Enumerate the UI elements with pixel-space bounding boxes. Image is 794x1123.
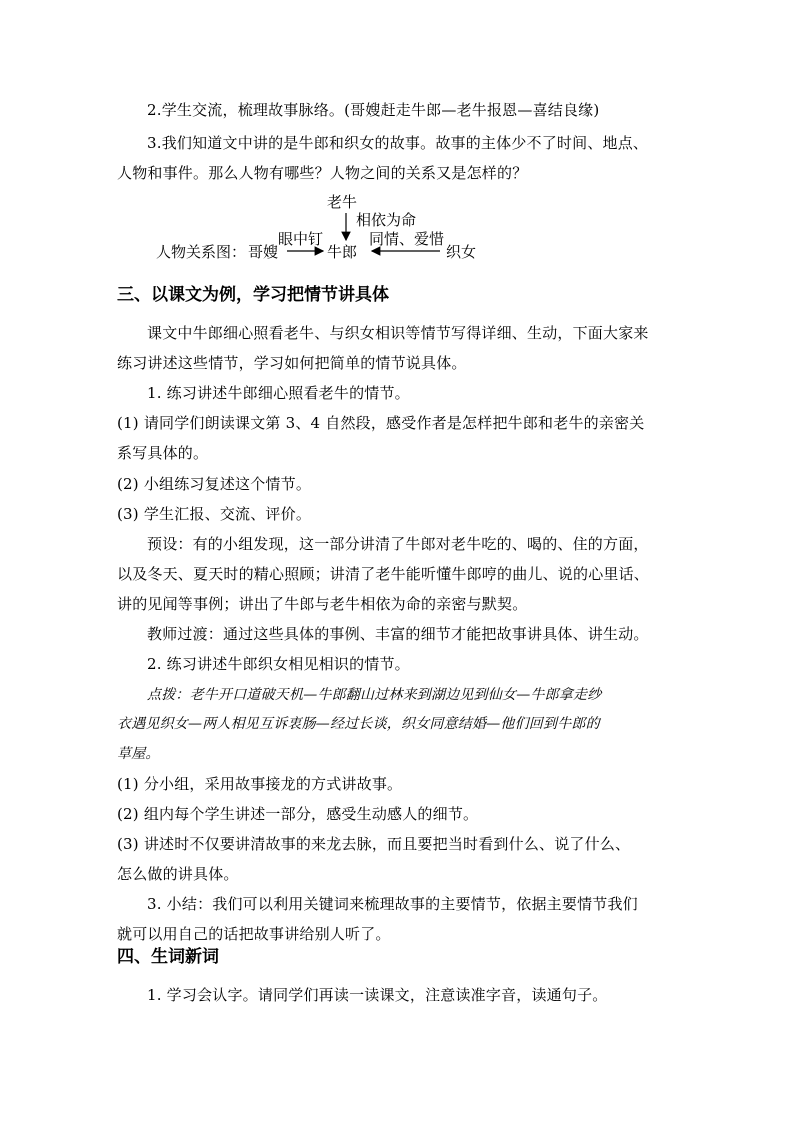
section3-teacher-transition: 教师过渡：通过这些具体的事例、丰富的细节才能把故事讲具体、讲生动。 bbox=[147, 625, 649, 643]
section3-item2-sub2: (2) 组内每个学生讲述一部分，感受生动感人的细节。 bbox=[117, 805, 479, 823]
section3-hint-line2: 衣遇见织女—两人相见互诉衷肠—经过长谈，织女同意结婚—他们回到牛郎的 bbox=[117, 716, 600, 732]
edge-label-zhinv-niulang: 同情、爱惜 bbox=[369, 230, 445, 248]
paragraph-story-outline: 2.学生交流，梳理故事脉络。(哥嫂赶走牛郎—老牛报恩—喜结良缘) bbox=[147, 101, 600, 119]
node-laoniu: 老牛 bbox=[327, 193, 358, 211]
section3-item3-line1: 3. 小结：我们可以利用关键词来梳理故事的主要情节，依据主要情节我们 bbox=[147, 895, 638, 913]
paragraph-characters-line1: 3.我们知道文中讲的是牛郎和织女的故事。故事的主体少不了时间、地点、 bbox=[147, 134, 649, 152]
section3-item1-sub1-line2: 系写具体的。 bbox=[117, 444, 209, 462]
section-three-heading: 三、以课文为例，学习把情节讲具体 bbox=[117, 285, 389, 305]
section3-item1: 1. 练习讲述牛郎细心照看老牛的情节。 bbox=[147, 384, 410, 402]
character-relationship-diagram bbox=[117, 193, 497, 263]
section3-item2-sub1: (1) 分小组，采用故事接龙的方式讲故事。 bbox=[117, 775, 403, 793]
diagram-caption: 人物关系图： bbox=[156, 243, 247, 261]
section-four-heading: 四、生词新词 bbox=[117, 947, 219, 967]
section3-preset-line3: 讲的见闻等事例；讲出了牛郎与老牛相依为命的亲密与默契。 bbox=[117, 595, 528, 613]
section3-intro-line1: 课文中牛郎细心照看老牛、与织女相识等情节写得详细、生动，下面大家来 bbox=[147, 324, 649, 342]
section3-item1-sub3: (3) 学生汇报、交流、评价。 bbox=[117, 505, 312, 523]
section3-item1-sub1-line1: (1) 请同学们朗读课文第 3、4 自然段，感受作者是怎样把牛郎和老牛的亲密关 bbox=[117, 414, 645, 432]
section3-preset-line1: 预设：有的小组发现，这一部分讲清了牛郎对老牛吃的、喝的、住的方面， bbox=[147, 535, 649, 553]
node-gesao: 哥嫂 bbox=[248, 243, 279, 261]
edge-label-laoniu-niulang: 相依为命 bbox=[356, 211, 417, 229]
section4-item1: 1. 学习会认字。请同学们再读一读课文，注意读准字音，读通句子。 bbox=[147, 986, 608, 1004]
node-niulang: 牛郎 bbox=[327, 243, 358, 261]
node-zhinv: 织女 bbox=[446, 243, 477, 261]
section3-item3-line2: 就可以用自己的话把故事讲给别人听了。 bbox=[117, 925, 391, 943]
section3-hint-line3: 草屋。 bbox=[117, 746, 160, 762]
edge-label-gesao-niulang: 眼中钉 bbox=[278, 230, 324, 248]
section3-preset-line2: 以及冬天、夏天时的精心照顾；讲清了老牛能听懂牛郎哼的曲儿、说的心里话、 bbox=[117, 565, 650, 583]
section3-item2: 2. 练习讲述牛郎织女相见相识的情节。 bbox=[147, 655, 410, 673]
section3-item2-sub3-line1: (3) 讲述时不仅要讲清故事的来龙去脉，而且要把当时看到什么、说了什么、 bbox=[117, 835, 631, 853]
section3-intro-line2: 练习讲述这些情节，学习如何把简单的情节说具体。 bbox=[117, 354, 467, 372]
section3-hint-line1: 点拨：老牛开口道破天机—牛郎翻山过林来到湖边见到仙女—牛郎拿走纱 bbox=[147, 687, 602, 703]
paragraph-characters-line2: 人物和事件。那么人物有哪些？人物之间的关系又是怎样的？ bbox=[117, 164, 528, 182]
section3-item1-sub2: (2) 小组练习复述这个情节。 bbox=[117, 475, 312, 493]
section3-item2-sub3-line2: 怎么做的讲具体。 bbox=[117, 865, 239, 883]
